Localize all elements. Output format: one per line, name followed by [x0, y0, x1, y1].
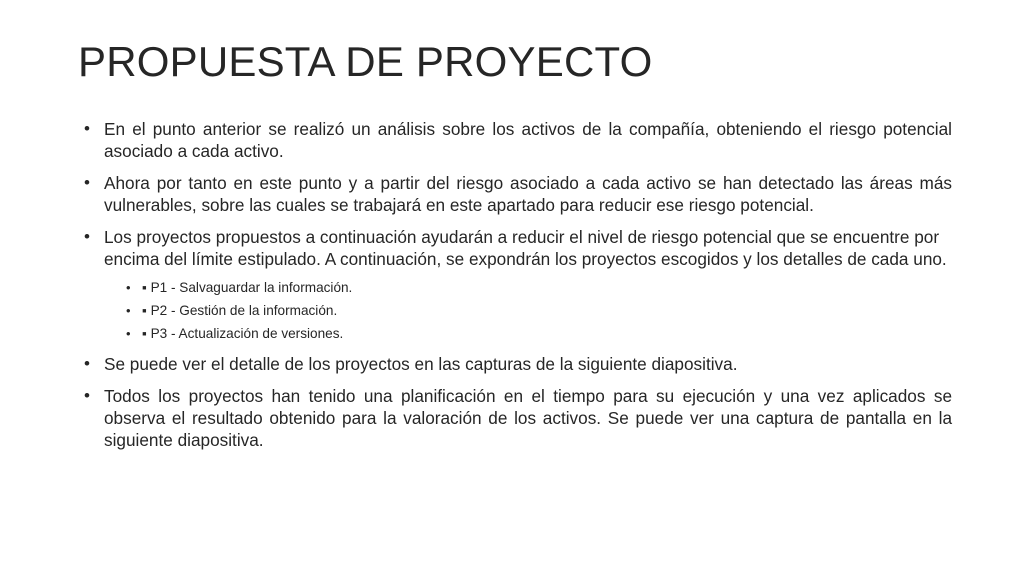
bullet-item: • Todos los proyectos han tenido una planificación en el tiempo para su ejecución y una vez aplicados se observa el resultado obtenido para la valoración de los activos. Se puede ver una captura de pantalla en la siguiente diapositiva.: [78, 385, 952, 451]
project-list: [78, 276, 952, 345]
project-item: • ▪ P3 - Actualización de versiones.: [78, 322, 952, 345]
slide-content: [78, 118, 952, 461]
project-item: • ▪ P2 - Gestión de la información.: [78, 299, 952, 322]
bullet-item: • Ahora por tanto en este punto y a partir del riesgo asociado a cada activo se han detectado las áreas más vulnerables, sobre las cuales se trabajará en este apartado para reducir ese riesgo potencial.: [78, 172, 952, 216]
slide-title: PROPUESTA DE PROYECTO: [78, 38, 653, 85]
project-item: • ▪ P1 - Salvaguardar la información.: [78, 276, 952, 299]
bullet-item: • En el punto anterior se realizó un análisis sobre los activos de la compañía, obteniendo el riesgo potencial asociado a cada activo.: [78, 118, 952, 162]
bullet-item: • Se puede ver el detalle de los proyectos en las capturas de la siguiente diapositiva.: [78, 353, 952, 375]
bullet-item: • Los proyectos propuestos a continuación ayudarán a reducir el nivel de riesgo potencial que se encuentre por encima del límite estipulado. A continuación, se expondrán los proyectos escogidos y los detalles de cada uno.: [78, 226, 952, 270]
